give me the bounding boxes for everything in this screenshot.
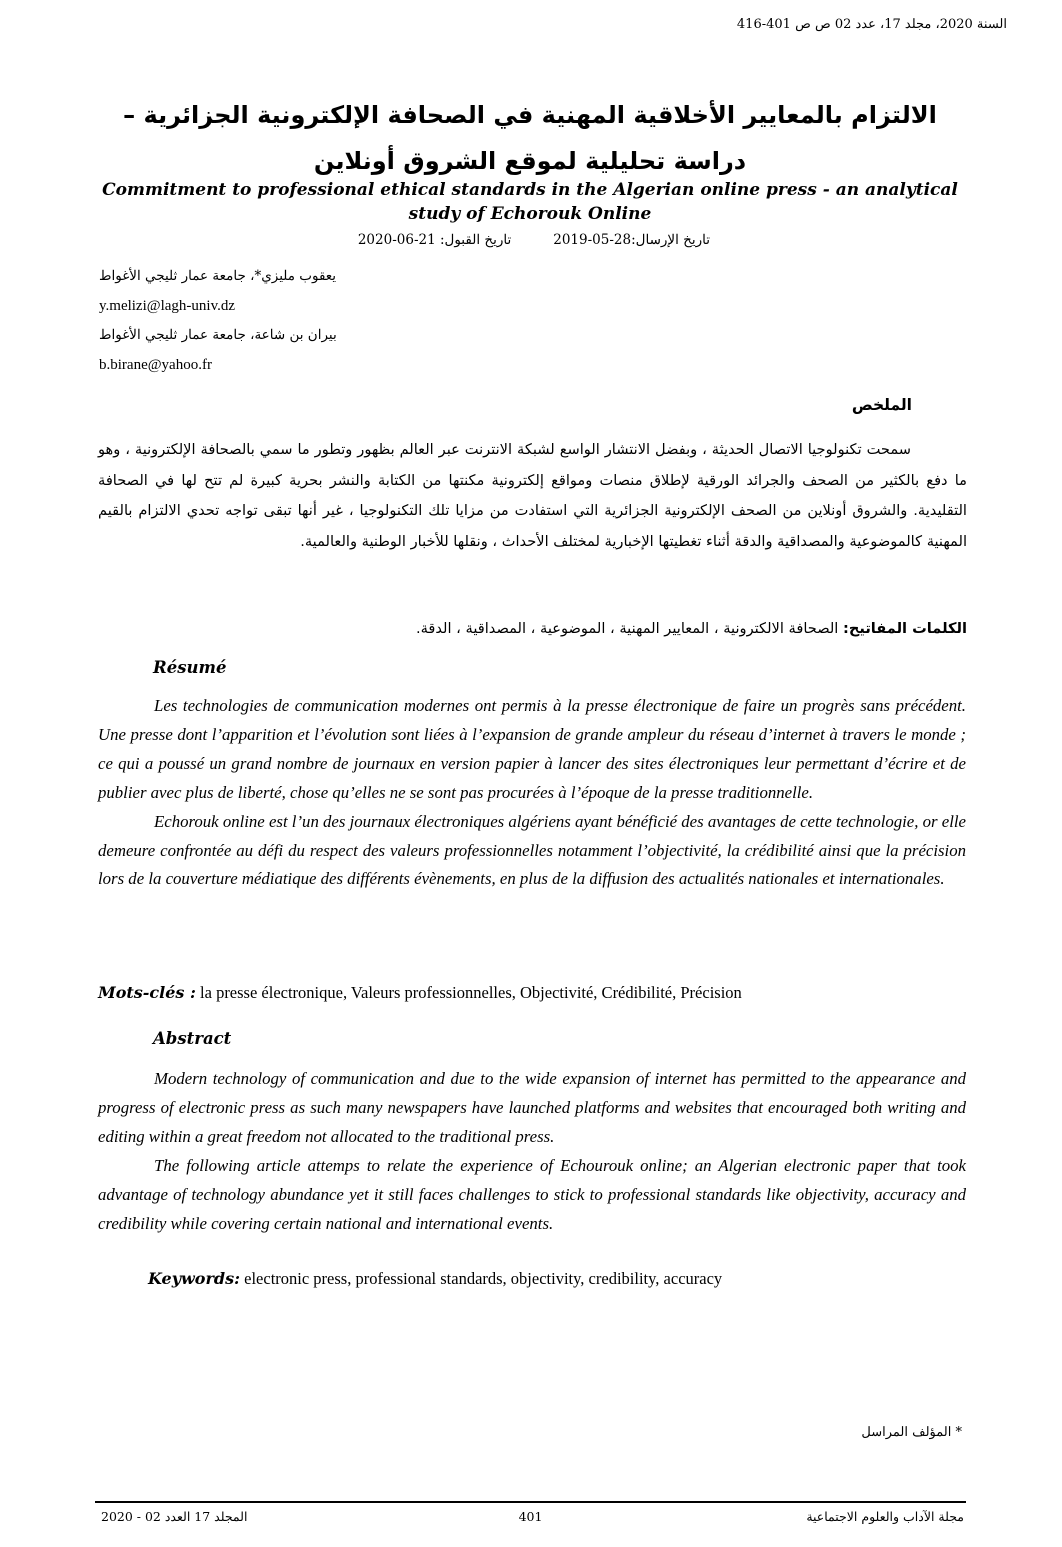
arabic-keywords-label: الكلمات المفاتيح: bbox=[843, 620, 967, 637]
english-title: Commitment to professional ethical standards in the Algerian online press - an analytical study of Echorouk Online bbox=[102, 180, 958, 224]
corresponding-author-footnote: * المؤلف المراسل bbox=[861, 1425, 962, 1440]
arabic-keywords-list: الصحافة الالكترونية ، المعايير المهنية ، الموضوعية ، المصداقية ، الدقة. bbox=[415, 620, 839, 637]
footer-volume-issue: المجلد 17 العدد 02 - 2020 bbox=[101, 1509, 248, 1524]
french-keywords-label: Mots-clés : bbox=[98, 983, 196, 1002]
arabic-abstract-body: سمحت تكنولوجيا الاتصال الحديثة ، وبفضل الانتشار الواسع لشبكة الانترنت عبر العالم بظهور وتطور ما سمي بالصحافة الإلكترونية ، وهو ما دفع بالكثير من الصحف والجرائد الورقية لإطلاق منصات ومواقع إلكترونية مكنتها من الكتابة والنشر بحرية كبيرة لم تتح لها في الصحافة التقليدية. والشروق أونلاين من الصحف الإلكترونية الجزائرية التي استفادت من مزايا تلك التكنولوجيا ، غير أنها تبقى تواجه تحدي الالتزام بالقيم المهنية كالموضوعية والمصداقية والدقة أثناء تغطيتها الإخبارية لمختلف الأحداث ، ونقلها للأخبار الوطنية والعالمية. bbox=[98, 441, 967, 550]
french-paragraph: Echorouk online est l’un des journaux électroniques algériens ayant bénéficié des avantages de cette technologie, or elle demeure confrontée au défi du respect des valeurs professionnelles notamment l’objectivité, la crédibilité ainsi que la précision lors de la couverture médiatique des différents évènements, en plus de la diffusion des actualités nationales et internationales. bbox=[98, 811, 966, 889]
english-abstract-body bbox=[98, 1065, 966, 1238]
french-paragraph: Les technologies de communication modernes ont permis à la presse électronique de faire un progrès sans précédent. Une presse dont l’apparition et l’évolution sont liées à l’expansion de grande ampleur du réseau d’internet à travers le monde ; ce qui a poussé un grand nombre de journaux en version papier à lancer des sites électroniques leur permettant d’écrire et de publier avec plus de liberté, chose qu’elles ne se sont pas procurées à l’époque de la presse traditionnelle. bbox=[98, 696, 966, 802]
arabic-title: الالتزام بالمعايير الأخلاقية المهنية في الصحافة الإلكترونية الجزائرية – دراسة تحليلية لموقع الشروق أونلاين bbox=[123, 101, 937, 175]
footer-divider bbox=[95, 1501, 966, 1503]
author-affiliation: يعقوب مليزي*، جامعة عمار ثليجي الأغواط bbox=[99, 268, 337, 284]
french-keywords bbox=[98, 983, 742, 1003]
submission-dates bbox=[350, 232, 710, 248]
english-keywords-label: Keywords: bbox=[148, 1269, 241, 1288]
footer-page-number: 401 bbox=[518, 1509, 543, 1524]
english-paragraph: Modern technology of communication and due to the wide expansion of internet has permitted to the appearance and progress of electronic press as such many newspapers have launched platforms and websites that encouraged both writing and editing within a great freedom not allocated to the traditional press. bbox=[98, 1069, 966, 1146]
arabic-keywords bbox=[98, 620, 967, 637]
english-keywords bbox=[148, 1269, 722, 1289]
english-abstract-heading: Abstract bbox=[153, 1029, 232, 1048]
author-email[interactable]: y.melizi@lagh-univ.dz bbox=[99, 297, 235, 314]
french-abstract-heading: Résumé bbox=[153, 658, 227, 677]
accepted-date: تاريخ القبول: 21-06-2020 bbox=[357, 232, 512, 248]
french-abstract-body bbox=[98, 692, 966, 894]
english-keywords-list: electronic press, professional standards, objectivity, credibility, accuracy bbox=[244, 1269, 723, 1288]
french-keywords-list: la presse électronique, Valeurs professionnelles, Objectivité, Crédibilité, Précision bbox=[200, 983, 742, 1002]
english-paragraph: The following article attemps to relate the experience of Echourouk online; an Algerian electronic paper that took advantage of technology abundance yet it still faces challenges to stick to professional standards like objectivity, accuracy and credibility while covering certain national and international events. bbox=[98, 1155, 966, 1233]
arabic-abstract-heading: الملخص bbox=[851, 396, 912, 414]
submitted-date: تاريخ الإرسال:28-05-2019 bbox=[553, 232, 710, 248]
footer-journal-name: مجلة الآداب والعلوم الاجتماعية bbox=[806, 1509, 964, 1524]
author-affiliation: بيران بن شاعة، جامعة عمار ثليجي الأغواط bbox=[99, 327, 337, 343]
author-block bbox=[99, 262, 419, 380]
author-email[interactable]: b.birane@yahoo.fr bbox=[99, 356, 212, 373]
running-head: السنة 2020، مجلد 17، عدد 02 ص ص 401-416 bbox=[736, 17, 1007, 32]
